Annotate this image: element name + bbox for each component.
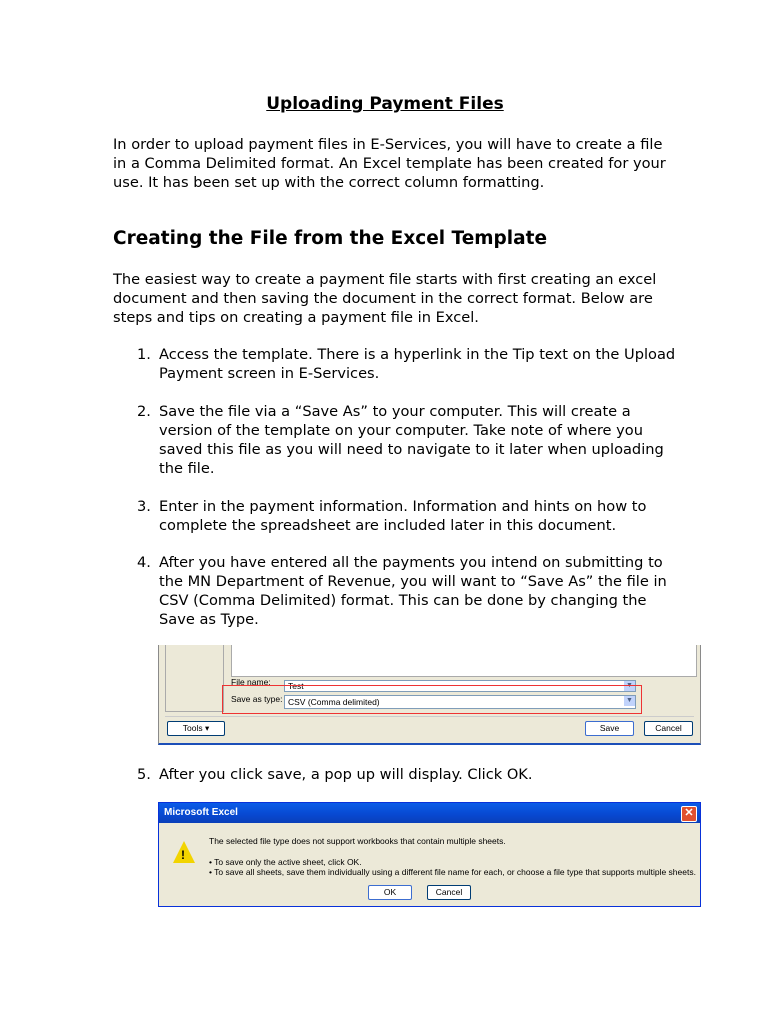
close-icon[interactable]: ✕ [681,806,697,822]
tools-button[interactable]: Tools ▾ [167,721,225,736]
highlight-box [222,685,642,714]
step-5: 5. After you click save, a pop up will display. Click OK. [137,766,533,783]
step-4: 4. After you have entered all the payments you intend on submitting to the MN Department of Revenue, you will want to “Save As” the file in CSV (Comma Delimited) format. This can be done by changing the Save as Type. [137,554,667,628]
places-bar [165,645,224,712]
step-2: 2. Save the file via a “Save As” to your computer. This will create a version of the template on your computer. Take note of where you saved this file as you will need to navigate to it later when uploading the file. [137,403,664,477]
chevron-down-icon[interactable]: ▼ [624,696,635,706]
file-list [231,645,697,677]
popup-message: The selected file type does not support workbooks that contain multiple sheets. [209,836,506,846]
section-heading: Creating the File from the Excel Template [113,228,547,249]
step-3: 3. Enter in the payment information. Information and hints on how to complete the spreadsheet are included later in this document. [137,498,647,534]
ok-button[interactable]: OK [368,885,412,900]
cancel-button[interactable]: Cancel [644,721,693,736]
file-name-input[interactable]: Test ▼ [284,680,636,692]
save-as-dialog-screenshot [158,645,701,745]
popup-bullet-2: • To save all sheets, save them individually using a different file name for each, or choose a file type that supports multiple sheets. [209,867,696,877]
cancel-button[interactable]: Cancel [427,885,471,900]
file-name-label: File name: [231,677,271,687]
warning-exclamation: ! [181,848,185,862]
chevron-down-icon[interactable]: ▼ [624,681,635,691]
save-type-label: Save as type: [231,694,283,704]
page-title: Uploading Payment Files [266,94,504,114]
section-intro-paragraph: The easiest way to create a payment file starts with first creating an excel document and then saving the document in the correct format. Below are steps and tips on creating a payment file in Excel. [113,271,657,326]
save-type-select[interactable]: CSV (Comma delimited) ▼ [284,695,636,709]
divider [165,716,694,717]
excel-popup-screenshot [158,802,701,907]
step-1: 1. Access the template. There is a hyperlink in the Tip text on the Upload Payment screen in E-Services. [137,346,676,382]
popup-bullet-1: • To save only the active sheet, click OK. [209,857,362,867]
title-bar: Microsoft Excel [159,803,700,823]
intro-paragraph: In order to upload payment files in E-Services, you will have to create a file in a Comma Delimited format. An Excel template has been created for your use. It has been set up with the correct column formatting. [113,136,666,191]
save-button[interactable]: Save [585,721,634,736]
